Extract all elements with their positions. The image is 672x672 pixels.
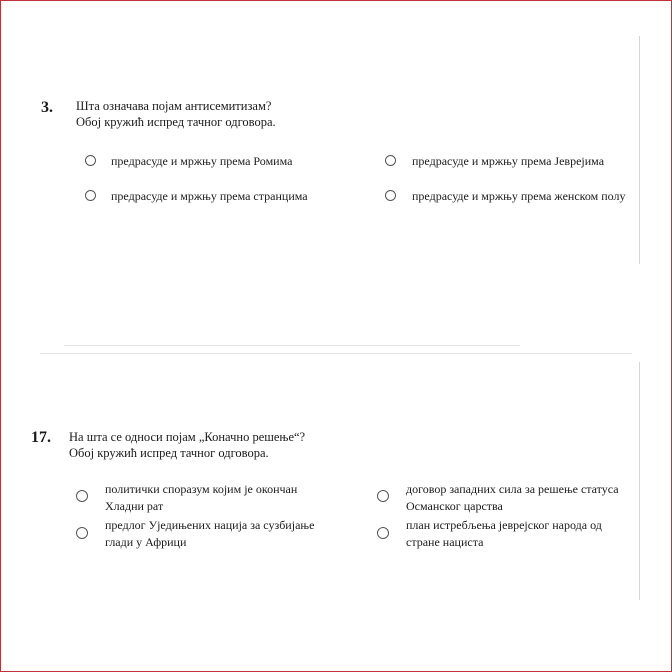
question-prompt: Шта означава појам антисемитизам? — [76, 99, 272, 113]
right-margin-line-bottom — [639, 362, 640, 600]
radio-button-icon[interactable] — [385, 190, 396, 201]
radio-button-icon[interactable] — [85, 190, 96, 201]
question-prompt: На шта се односи појам „Коначно решење“? — [69, 430, 306, 444]
question-instruction: Обој кружић испред тачног одговора. — [69, 446, 269, 460]
option-label: политички споразум којим је окончан Хладни рат — [105, 482, 298, 513]
option-label: предрасуде и мржњу према женском полу — [412, 189, 626, 203]
option-label: план истребљења јеврејског народа од стране нациста — [406, 518, 602, 549]
option-label: предрасуде и мржњу према Ромима — [111, 154, 293, 168]
answer-option-c[interactable] — [85, 188, 308, 205]
option-label: договор западних сила за решење статуса Османског царства — [406, 482, 619, 513]
question-number: 3. — [41, 99, 53, 116]
answer-option-b[interactable] — [385, 153, 604, 170]
answer-option-a[interactable] — [85, 153, 292, 170]
question-instruction: Обој кружић испред тачног одговора. — [76, 115, 276, 129]
radio-button-icon[interactable] — [385, 155, 396, 166]
section-divider — [40, 353, 632, 354]
question-text — [69, 429, 305, 461]
answer-option-a[interactable] — [76, 481, 297, 515]
answer-option-d[interactable] — [377, 517, 602, 551]
answer-option-b[interactable] — [377, 481, 619, 515]
right-margin-line-top — [639, 36, 640, 264]
section-divider-short — [64, 345, 520, 346]
option-label: предлог Уједињених нација за сузбијање глади у Африци — [105, 518, 315, 549]
question-text — [76, 98, 276, 130]
option-label: предрасуде и мржњу према Јеврејима — [412, 154, 605, 168]
radio-button-icon[interactable] — [377, 490, 389, 502]
radio-button-icon[interactable] — [76, 490, 88, 502]
answer-option-c[interactable] — [76, 517, 314, 551]
radio-button-icon[interactable] — [377, 527, 389, 539]
radio-button-icon[interactable] — [85, 155, 96, 166]
option-label: предрасуде и мржњу према странцима — [111, 189, 308, 203]
radio-button-icon[interactable] — [76, 527, 88, 539]
answer-option-d[interactable] — [385, 188, 625, 205]
question-number: 17. — [31, 429, 51, 446]
